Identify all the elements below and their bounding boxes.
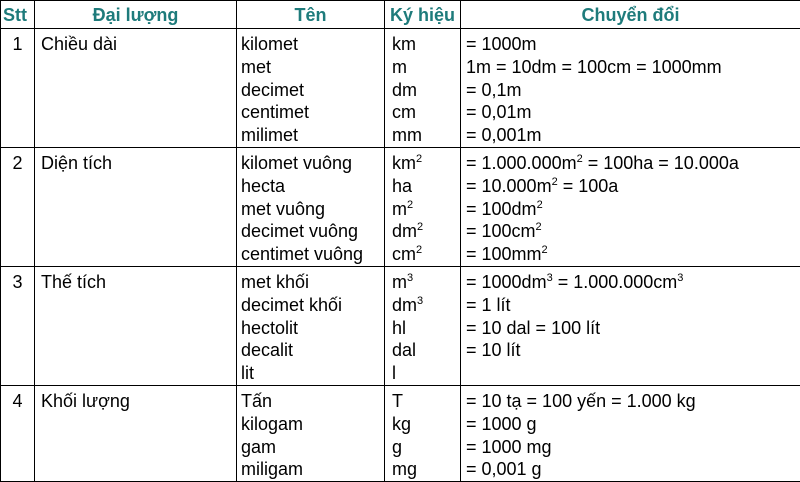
unit-conversion-cell — [461, 147, 800, 266]
header-name: Tên — [237, 1, 385, 29]
unit-name: decimet — [237, 79, 384, 102]
unit-name: decimet vuông — [237, 220, 384, 243]
unit-conversion: = $100dm^2$ — [461, 198, 800, 221]
unit-name: kilogam — [237, 413, 384, 436]
unit-name: Tấn — [237, 390, 384, 413]
table-row — [1, 147, 800, 266]
unit-name-cell — [237, 266, 385, 385]
unit-symbol: kg — [385, 413, 460, 436]
table-row — [1, 266, 800, 385]
unit-conversion — [461, 362, 800, 385]
unit-conversion: = $100mm^2$ — [461, 243, 800, 266]
row-quantity: Khối lượng — [35, 385, 237, 481]
unit-symbol-cell — [385, 29, 461, 148]
header-row — [1, 1, 800, 29]
unit-conversion: = $1.000.000m^2 = 100ha = 10.000a$ — [461, 152, 800, 175]
unit-symbol: g — [385, 436, 460, 459]
unit-conversion: = $10.000m^2 = 100a$ — [461, 175, 800, 198]
unit-name: gam — [237, 436, 384, 459]
unit-symbol: l — [385, 362, 460, 385]
unit-name: met vuông — [237, 198, 384, 221]
table-row — [1, 385, 800, 481]
unit-symbol-cell — [385, 385, 461, 481]
unit-conversion: = 1000m — [461, 33, 800, 56]
unit-symbol: mm — [385, 124, 460, 147]
unit-symbol: mg — [385, 458, 460, 481]
unit-symbol: T — [385, 390, 460, 413]
unit-symbol: $km^2$ — [385, 152, 460, 175]
header-conversion: Chuyển đổi — [461, 1, 800, 29]
unit-conversion: = 1 lít — [461, 294, 800, 317]
unit-conversion: = 10 tạ = 100 yến = 1.000 kg — [461, 390, 800, 413]
unit-name: lit — [237, 362, 384, 385]
unit-conversion: 1m = 10dm = 100cm = 1000mm — [461, 56, 800, 79]
unit-symbol: ha — [385, 175, 460, 198]
unit-symbol: km — [385, 33, 460, 56]
unit-name: decalit — [237, 339, 384, 362]
unit-name-cell — [237, 385, 385, 481]
unit-name: kilomet vuông — [237, 152, 384, 175]
unit-name: hecta — [237, 175, 384, 198]
unit-symbol: $m^2$ — [385, 198, 460, 221]
unit-conversion: = 0,001 g — [461, 458, 800, 481]
unit-symbol-cell — [385, 147, 461, 266]
unit-conversion-cell — [461, 29, 800, 148]
unit-conversion: = 0,01m — [461, 101, 800, 124]
unit-symbol-cell — [385, 266, 461, 385]
unit-symbol: $cm^2$ — [385, 243, 460, 266]
unit-conversion: = 0,1m — [461, 79, 800, 102]
unit-symbol: $m^3$ — [385, 271, 460, 294]
row-quantity: Diện tích — [35, 147, 237, 266]
row-stt: 3 — [1, 266, 35, 385]
unit-name: met khối — [237, 271, 384, 294]
unit-conversion: = 1000 g — [461, 413, 800, 436]
unit-name-cell — [237, 147, 385, 266]
unit-name: centimet — [237, 101, 384, 124]
row-stt: 1 — [1, 29, 35, 148]
header-symbol: Ký hiệu — [385, 1, 461, 29]
row-stt: 2 — [1, 147, 35, 266]
unit-symbol: hl — [385, 317, 460, 340]
unit-symbol: cm — [385, 101, 460, 124]
unit-name: centimet vuông — [237, 243, 384, 266]
row-quantity: Thế tích — [35, 266, 237, 385]
unit-name: met — [237, 56, 384, 79]
unit-name-cell — [237, 29, 385, 148]
unit-conversion: = 0,001m — [461, 124, 800, 147]
unit-conversion: = $1000dm^3 = 1.000.000cm^3$ — [461, 271, 800, 294]
unit-conversion-cell — [461, 385, 800, 481]
row-stt: 4 — [1, 385, 35, 481]
unit-conversion: = $100cm^2$ — [461, 220, 800, 243]
unit-conversion: = 10 lít — [461, 339, 800, 362]
unit-conversion: = 1000 mg — [461, 436, 800, 459]
table-row — [1, 29, 800, 148]
unit-symbol: $dm^2$ — [385, 220, 460, 243]
unit-conversion: = 10 dal = 100 lít — [461, 317, 800, 340]
unit-name: kilomet — [237, 33, 384, 56]
header-stt: Stt — [1, 1, 35, 29]
table-body — [1, 29, 800, 482]
unit-name: milimet — [237, 124, 384, 147]
header-quantity: Đại lượng — [35, 1, 237, 29]
row-quantity: Chiều dài — [35, 29, 237, 148]
unit-conversion-cell — [461, 266, 800, 385]
table-header — [1, 1, 800, 29]
unit-symbol: dm — [385, 79, 460, 102]
unit-symbol: m — [385, 56, 460, 79]
unit-name: decimet khối — [237, 294, 384, 317]
unit-symbol: $dm^3$ — [385, 294, 460, 317]
unit-name: hectolit — [237, 317, 384, 340]
unit-name: miligam — [237, 458, 384, 481]
unit-symbol: dal — [385, 339, 460, 362]
